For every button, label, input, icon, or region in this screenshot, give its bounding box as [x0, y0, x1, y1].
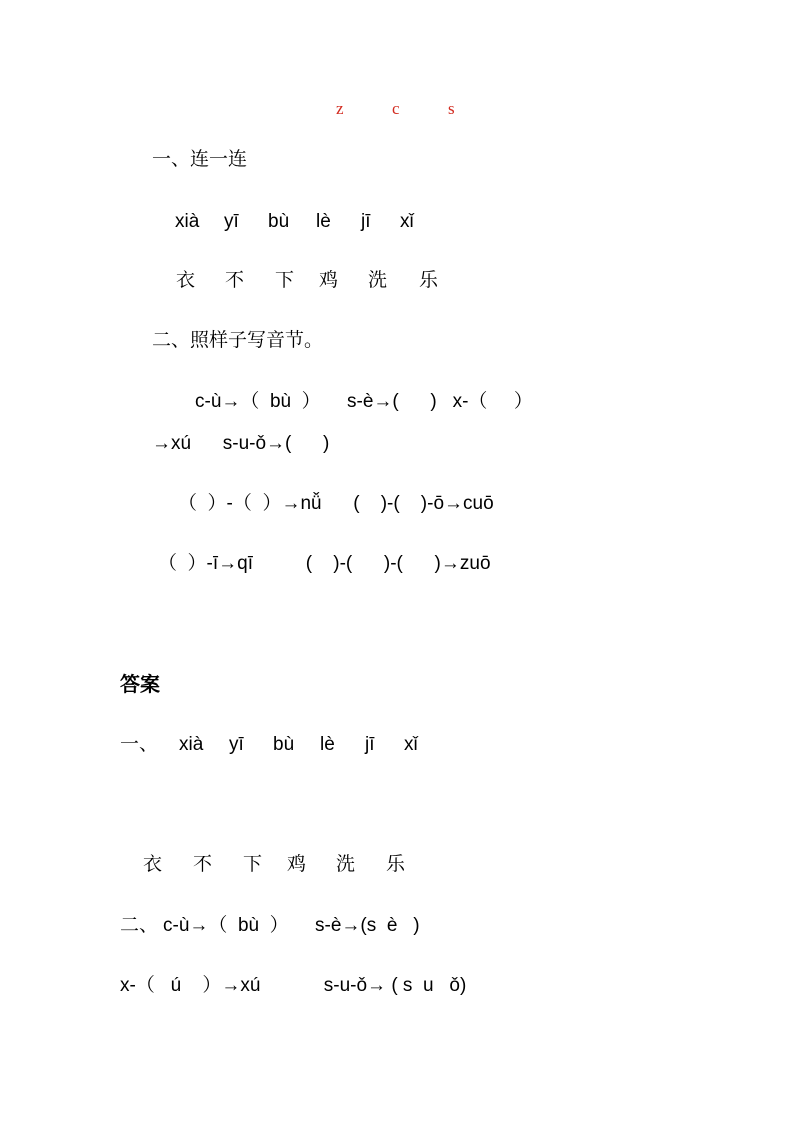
hanzi-item: 不: [225, 269, 245, 291]
answer-hanzi-item: 不: [193, 853, 213, 875]
answer-hanzi-item: 鸡: [287, 853, 307, 875]
pinyin-item: jī: [361, 211, 371, 232]
answer-hanzi-item: 衣: [143, 853, 163, 875]
section1-heading: 一、连一连: [152, 148, 248, 170]
pinyin-item: xià: [175, 211, 200, 232]
pinyin-item: lè: [316, 211, 331, 232]
hanzi-item: 洗: [368, 269, 388, 291]
exercise-line-3: （ ）-（ ）→nǚ ( )-( )-ō→cuō: [178, 493, 494, 514]
answer-pinyin-item: jī: [365, 734, 375, 755]
answer-hanzi-item: 乐: [386, 853, 406, 875]
answer2-prefix: 二、: [120, 914, 159, 936]
pinyin-item: bù: [268, 211, 290, 232]
answer-pinyin-item: bù: [273, 734, 295, 755]
title-letter-s: s: [448, 99, 455, 118]
answer1-prefix: 一、: [120, 733, 159, 755]
pinyin-item: xǐ: [400, 211, 414, 232]
title-letter-c: c: [392, 99, 400, 118]
exercise-line-1: c-ù→（ bù ） s-è→( ) x-（ ）: [195, 391, 533, 412]
answer-pinyin-item: xià: [179, 734, 204, 755]
answer-hanzi-item: 下: [243, 853, 263, 875]
hanzi-item: 乐: [419, 269, 439, 291]
section2-heading: 二、照样子写音节。: [152, 329, 324, 351]
hanzi-item: 下: [275, 269, 295, 291]
hanzi-item: 鸡: [319, 269, 339, 291]
answer2-line-1: c-ù→（ bù ） s-è→(s è ): [163, 915, 420, 936]
answer-pinyin-item: yī: [229, 734, 244, 755]
title-letter-z: z: [336, 99, 344, 118]
answer-pinyin-item: xǐ: [404, 734, 418, 755]
pinyin-item: yī: [224, 211, 239, 232]
exercise-line-2: →xú s-u-ǒ→( ): [152, 433, 330, 454]
answer-hanzi-item: 洗: [336, 853, 356, 875]
answer2-line-2: x-（ ú ）→xú s-u-ǒ→ ( s u ǒ): [120, 975, 467, 996]
exercise-line-4: （ ）-ī→qī ( )-( )-( )→zuō: [158, 553, 491, 574]
answer-heading: 答案: [120, 672, 160, 696]
hanzi-item: 衣: [176, 269, 196, 291]
answer-pinyin-item: lè: [320, 734, 335, 755]
